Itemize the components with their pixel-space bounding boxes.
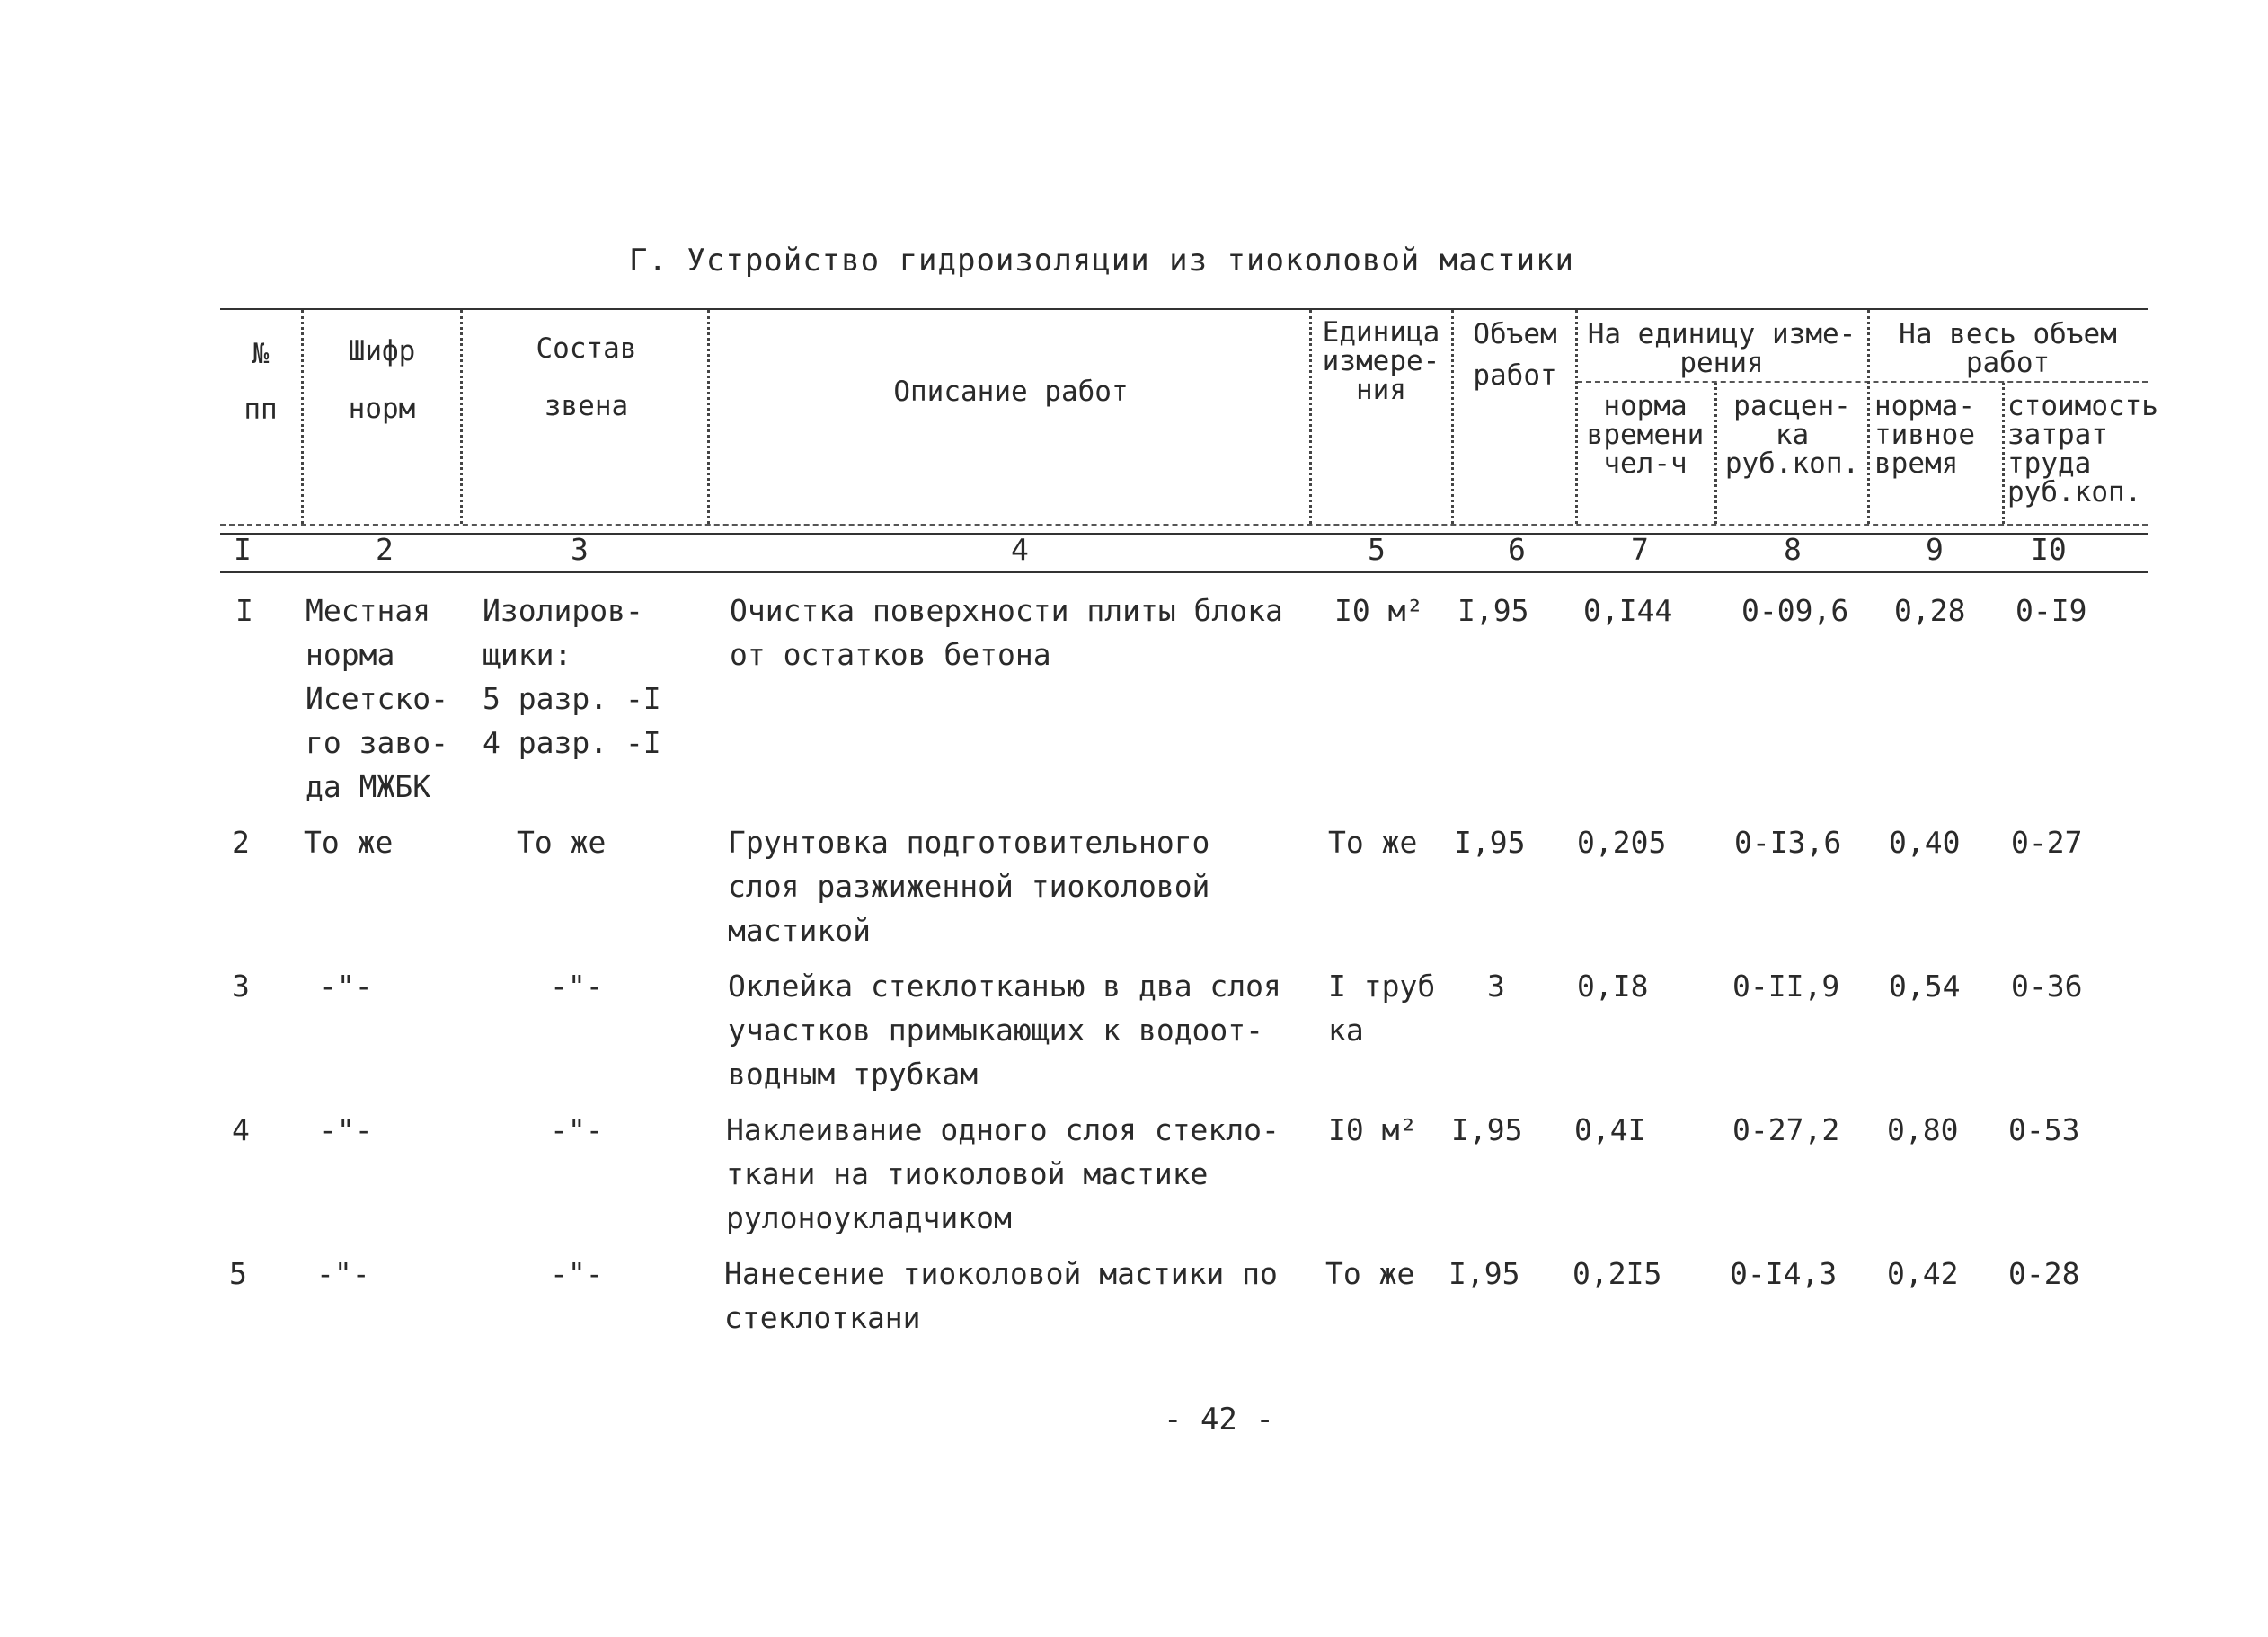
header-col2-line2: норм bbox=[348, 393, 416, 425]
row-unit-line: I труб bbox=[1328, 969, 1436, 1004]
header-col3-line1: Состав bbox=[536, 332, 637, 365]
row-crew-line: 4 разр. -I bbox=[483, 725, 661, 760]
header-col10-line2: затрат bbox=[2007, 419, 2108, 451]
header-col5-line2: измере- bbox=[1322, 345, 1440, 377]
row-norm-time: 0,205 bbox=[1577, 825, 1667, 860]
header-col10-line1: стоимость bbox=[2007, 390, 2158, 422]
row-total-time: 0,42 bbox=[1887, 1256, 1959, 1291]
header-col9-line3: время bbox=[1874, 447, 1959, 480]
row-volume: I,95 bbox=[1457, 593, 1529, 628]
row-desc-line: стеклоткани bbox=[724, 1300, 921, 1335]
header-col3-line2: звена bbox=[544, 390, 629, 422]
row-volume: I,95 bbox=[1449, 1256, 1520, 1291]
row-code bbox=[319, 964, 373, 1008]
row-crew-line: щики: bbox=[483, 637, 572, 672]
colnum-7: 7 bbox=[1631, 532, 1649, 567]
row-unit-line: То же bbox=[1325, 1256, 1415, 1291]
row-code bbox=[319, 1108, 373, 1152]
row-desc-line: Очистка поверхности плиты блока bbox=[730, 593, 1283, 628]
row-desc bbox=[726, 1108, 1280, 1240]
row-cost: 0-I9 bbox=[2016, 593, 2087, 628]
header-separator-3 bbox=[707, 310, 710, 524]
row-code-line: го заво- bbox=[306, 725, 448, 760]
header-col5 bbox=[1314, 318, 1449, 404]
row-crew-line: -"- bbox=[550, 1112, 604, 1147]
row-num: 2 bbox=[232, 825, 250, 860]
row-rate: 0-I4,3 bbox=[1730, 1256, 1838, 1291]
row-code-line: -"- bbox=[319, 1112, 373, 1147]
colnum-2: 2 bbox=[376, 532, 394, 567]
header-group1-line2: рения bbox=[1679, 347, 1764, 379]
section-title: Г. Устройство гидроизоляции из тиоколовой мастики bbox=[629, 243, 1575, 279]
row-unit bbox=[1328, 820, 1417, 864]
row-desc-line: участков примыкающих к водоот- bbox=[728, 1013, 1264, 1048]
header-col6 bbox=[1456, 320, 1574, 390]
row-unit-line: ка bbox=[1328, 1013, 1364, 1048]
header-col8 bbox=[1718, 392, 1866, 478]
row-desc-line: Оклейка стеклотканью в два слоя bbox=[728, 969, 1281, 1004]
row-code-line: да МЖБК bbox=[306, 769, 431, 804]
header-col9-line2: тивное bbox=[1874, 419, 1975, 451]
row-code-line: Местная bbox=[306, 593, 431, 628]
row-crew bbox=[483, 588, 661, 765]
row-code-line: Исетско- bbox=[306, 681, 448, 716]
header-col1 bbox=[225, 340, 297, 424]
header-bottom-rule bbox=[220, 524, 2148, 526]
colnum-6: 6 bbox=[1508, 532, 1526, 567]
row-rate: 0-I3,6 bbox=[1734, 825, 1842, 860]
colnum-10: I0 bbox=[2031, 532, 2067, 567]
header-col9-line1: норма- bbox=[1874, 390, 1975, 422]
header-col7-line3: чел-ч bbox=[1603, 447, 1688, 480]
row-norm-time: 0,I8 bbox=[1577, 969, 1649, 1004]
colnum-8: 8 bbox=[1784, 532, 1802, 567]
header-group2-line1: На весь объем bbox=[1899, 318, 2117, 350]
row-desc-line: слоя разжиженной тиоколовой bbox=[728, 869, 1210, 904]
row-desc bbox=[728, 964, 1281, 1096]
header-group2-line2: работ bbox=[1965, 347, 2051, 379]
header-col5-line1: Единица bbox=[1322, 316, 1440, 349]
row-rate: 0-09,6 bbox=[1741, 593, 1849, 628]
header-separator-4 bbox=[1309, 310, 1312, 524]
row-volume: I,95 bbox=[1451, 1112, 1523, 1147]
header-col1-line2: пп bbox=[244, 394, 278, 426]
header-col8-line3: руб.коп. bbox=[1724, 447, 1860, 480]
header-col5-line3: ния bbox=[1356, 374, 1406, 406]
row-norm-time: 0,4I bbox=[1574, 1112, 1646, 1147]
colnum-bottom-rule bbox=[220, 571, 2148, 573]
row-unit-line: I0 м² bbox=[1334, 593, 1424, 628]
row-desc-line: от остатков бетона bbox=[730, 637, 1051, 672]
row-num: 3 bbox=[232, 969, 250, 1004]
header-col9 bbox=[1874, 392, 2000, 478]
header-col2 bbox=[306, 337, 458, 423]
row-total-time: 0,28 bbox=[1894, 593, 1966, 628]
row-num: 5 bbox=[229, 1256, 247, 1291]
page-number: - 42 - bbox=[1164, 1402, 1274, 1438]
colnum-top-rule bbox=[220, 533, 2148, 535]
header-separator-7 bbox=[1714, 383, 1717, 524]
row-crew bbox=[550, 1252, 604, 1296]
row-total-time: 0,80 bbox=[1887, 1112, 1959, 1147]
colnum-9: 9 bbox=[1926, 532, 1944, 567]
group-header-rule bbox=[1577, 381, 2148, 383]
row-code-line: -"- bbox=[319, 969, 373, 1004]
header-col6-line1: Объем bbox=[1473, 318, 1557, 350]
header-group1-line1: На единицу изме- bbox=[1587, 318, 1856, 350]
row-volume: I,95 bbox=[1454, 825, 1526, 860]
table-top-rule bbox=[220, 308, 2148, 310]
header-col7-line2: времени bbox=[1586, 419, 1705, 451]
row-desc-line: Нанесение тиоколовой мастики по bbox=[724, 1256, 1278, 1291]
header-col7 bbox=[1578, 392, 1713, 478]
header-col8-line1: расцен- bbox=[1733, 390, 1851, 422]
row-total-time: 0,54 bbox=[1889, 969, 1961, 1004]
row-code bbox=[304, 820, 393, 864]
header-group-total bbox=[1871, 320, 2145, 377]
header-separator-8 bbox=[1867, 310, 1870, 524]
header-separator-1 bbox=[301, 310, 304, 524]
header-col3 bbox=[467, 334, 705, 420]
header-col10-line3: труда bbox=[2007, 447, 2092, 480]
row-crew-line: 5 разр. -I bbox=[483, 681, 661, 716]
row-unit bbox=[1328, 1108, 1417, 1152]
row-unit-line: I0 м² bbox=[1328, 1112, 1418, 1147]
row-crew bbox=[550, 1108, 604, 1152]
header-col1-line1: № bbox=[252, 338, 270, 370]
row-desc-line: рулоноукладчиком bbox=[726, 1200, 1012, 1235]
row-unit bbox=[1334, 588, 1423, 633]
row-cost: 0-36 bbox=[2011, 969, 2083, 1004]
row-cost: 0-28 bbox=[2008, 1256, 2080, 1291]
row-crew bbox=[550, 964, 604, 1008]
row-crew-line: То же bbox=[517, 825, 607, 860]
row-cost: 0-27 bbox=[2011, 825, 2083, 860]
row-unit bbox=[1325, 1252, 1414, 1296]
colnum-4: 4 bbox=[1011, 532, 1029, 567]
row-desc-line: ткани на тиоколовой мастике bbox=[726, 1156, 1209, 1191]
row-unit bbox=[1328, 964, 1435, 1052]
header-col4: Описание работ bbox=[893, 376, 1129, 408]
row-rate: 0-II,9 bbox=[1732, 969, 1840, 1004]
row-crew-line: -"- bbox=[550, 1256, 604, 1291]
row-desc-line: мастикой bbox=[728, 913, 871, 948]
row-norm-time: 0,I44 bbox=[1583, 593, 1673, 628]
row-num: I bbox=[235, 593, 253, 628]
row-norm-time: 0,2I5 bbox=[1573, 1256, 1662, 1291]
row-desc-line: Наклеивание одного слоя стекло- bbox=[726, 1112, 1280, 1147]
row-code-line: То же bbox=[304, 825, 394, 860]
colnum-1: I bbox=[234, 532, 252, 567]
header-col7-line1: норма bbox=[1603, 390, 1688, 422]
row-desc bbox=[730, 588, 1283, 677]
row-num: 4 bbox=[232, 1112, 250, 1147]
row-desc bbox=[724, 1252, 1278, 1340]
row-unit-line: То же bbox=[1328, 825, 1418, 860]
header-separator-5 bbox=[1451, 310, 1454, 524]
row-cost: 0-53 bbox=[2008, 1112, 2080, 1147]
row-crew bbox=[517, 820, 606, 864]
row-desc-line: Грунтовка подготовительного bbox=[728, 825, 1210, 860]
row-code bbox=[306, 588, 448, 809]
header-col10-line4: руб.коп. bbox=[2007, 476, 2142, 509]
row-desc-line: водным трубкам bbox=[728, 1057, 979, 1092]
row-code-line: норма bbox=[306, 637, 395, 672]
header-col8-line2: ка bbox=[1775, 419, 1810, 451]
row-total-time: 0,40 bbox=[1889, 825, 1961, 860]
row-rate: 0-27,2 bbox=[1732, 1112, 1840, 1147]
colnum-5: 5 bbox=[1368, 532, 1386, 567]
row-code-line: -"- bbox=[316, 1256, 370, 1291]
row-crew-line: Изолиров- bbox=[483, 593, 643, 628]
header-col6-line2: работ bbox=[1473, 359, 1557, 392]
row-code bbox=[316, 1252, 370, 1296]
row-desc bbox=[728, 820, 1209, 952]
header-col10 bbox=[2007, 390, 2158, 509]
row-volume: 3 bbox=[1487, 969, 1505, 1004]
header-separator-2 bbox=[460, 310, 463, 524]
header-group-per-unit bbox=[1578, 320, 1865, 377]
header-separator-9 bbox=[2002, 383, 2005, 524]
row-crew-line: -"- bbox=[550, 969, 604, 1004]
colnum-3: 3 bbox=[571, 532, 589, 567]
header-col2-line1: Шифр bbox=[348, 335, 416, 367]
